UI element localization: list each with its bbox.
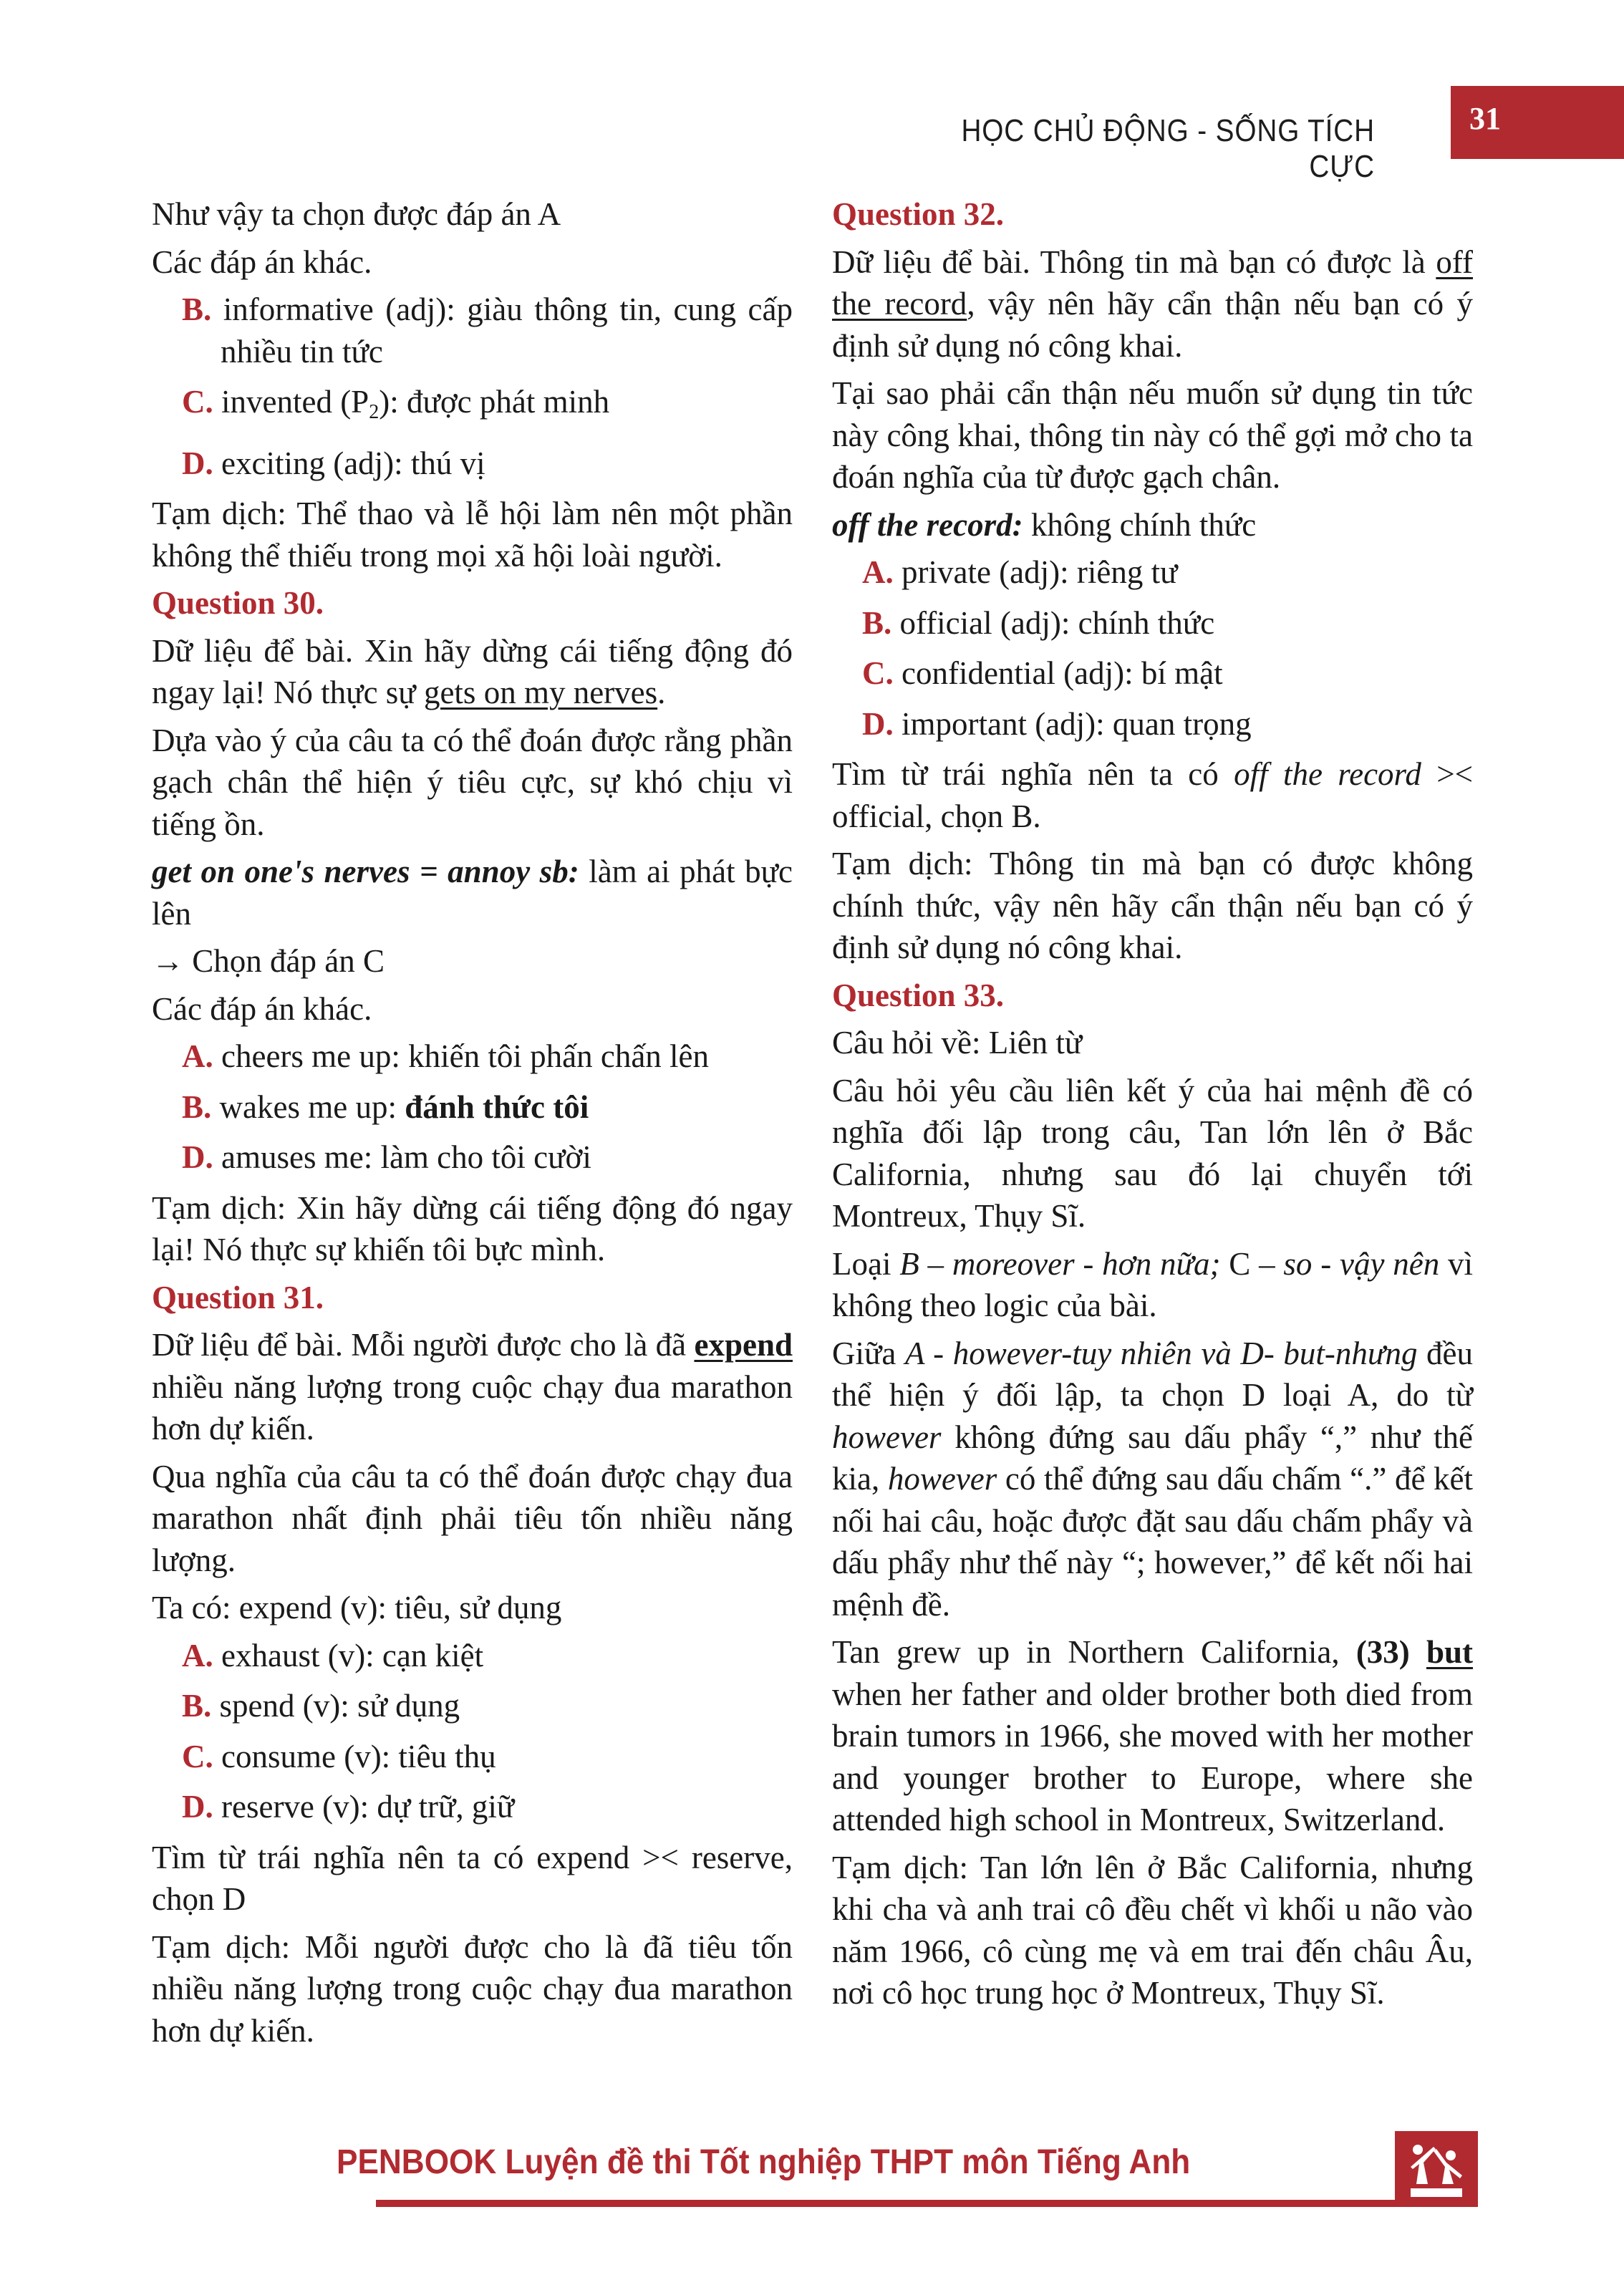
text-run: official (adj): chính thức [899, 604, 1215, 641]
paragraph [152, 720, 793, 846]
text-run: however [832, 1419, 942, 1455]
text-run: Dữ liệu để bài. Thông tin mà bạn có được là [832, 243, 1436, 280]
text-run: A - however-tuy nhiên và D- but-nhưng [904, 1335, 1418, 1371]
text-run: Tan grew up in Northern California, [832, 1634, 1356, 1670]
answer-option [182, 1786, 793, 1828]
text-run: invented (P [221, 384, 369, 420]
answer-option [862, 703, 1473, 745]
text-run: cheers me up: khiến tôi phấn chấn lên [221, 1038, 710, 1074]
text-run: Tạm dịch: Thông tin mà bạn có được không chính thức, vậy nên hãy cẩn thận nếu bạn có ý định sử dụng nó công khai. [832, 846, 1473, 965]
text-run: off the record: [832, 506, 1023, 543]
text-run: Giữa [832, 1335, 905, 1371]
option-letter: C. [862, 655, 894, 691]
answer-option [182, 1736, 793, 1778]
footer-divider [376, 2200, 1414, 2207]
text-run: get on one's nerves = annoy sb: [152, 854, 579, 889]
text-run: consume (v): tiêu thụ [221, 1738, 496, 1774]
text-run: có thể đứng sau dấu chấm “.” để kết nối hai câu, hoặc được đặt sau dấu chấm phẩy và dấu phẩy như thế này “; however,” để kết nối hai mệnh đề. [832, 1461, 1474, 1623]
paragraph [832, 843, 1473, 969]
option-letter: A. [182, 1637, 213, 1673]
text-run: exhaust (v): cạn kiệt [221, 1637, 484, 1673]
paragraph [152, 241, 793, 284]
paragraph [152, 193, 793, 236]
text-run: Tạm dịch: Thể thao và lễ hội làm nên một phần không thể thiếu trong mọi xã hội loài người. [152, 496, 793, 574]
text-run: làm ai phát bực lên [152, 854, 793, 932]
option-letter: D. [182, 1789, 213, 1825]
paragraph [152, 1837, 793, 1921]
answer-option [182, 1685, 793, 1727]
paragraph [832, 1333, 1473, 1626]
question-heading: Question 31. [152, 1279, 324, 1315]
option-letter: B. [182, 1688, 212, 1724]
left-column [152, 193, 793, 2057]
paragraph [152, 940, 793, 982]
text-run: , vậy nên hãy cẩn thận nếu bạn có ý định sử dụng nó công khai. [832, 286, 1473, 364]
text-run: Tìm từ trái nghĩa nên ta có [832, 756, 1234, 792]
paragraph [152, 1926, 793, 2052]
answer-option [182, 1086, 793, 1129]
question-heading: Question 33. [832, 977, 1005, 1013]
underlined-term: 2 [369, 401, 380, 423]
answer-option [862, 602, 1473, 644]
answer-option [182, 1136, 793, 1179]
text-run: reserve (v): dự trữ, giữ [221, 1789, 515, 1825]
text-run: ): được phát minh [379, 384, 610, 420]
text-run: >< official, chọn B. [832, 756, 1473, 834]
answer-option [862, 652, 1473, 695]
paragraph [832, 753, 1473, 837]
text-run: confidential (adj): bí mật [902, 655, 1223, 691]
paragraph [832, 1847, 1473, 2014]
option-letter: B. [862, 604, 892, 641]
text-run: Tạm dịch: Mỗi người được cho là đã tiêu tốn nhiều năng lượng trong cuộc chạy đua marathon hơn dự kiến. [152, 1928, 793, 2049]
text-run: when her father and older brother both died from brain tumors in 1966, she moved with her mother and younger brother to Europe, where she attended high school in Montreux, Switzerland. [832, 1676, 1473, 1837]
text-run: private (adj): riêng tư [902, 554, 1178, 590]
paragraph [152, 493, 793, 576]
paragraph [832, 372, 1473, 498]
paragraph [152, 630, 793, 714]
text-run: Qua nghĩa của câu ta có thể đoán được chạy đua marathon nhất định phải tiêu tốn nhiều năng lượng. [152, 1458, 793, 1578]
option-letter: A. [182, 1038, 213, 1074]
two-people-logo-icon [1395, 2131, 1478, 2207]
text-run: không chính thức [1023, 506, 1257, 543]
text-run: amuses me: làm cho tôi cười [221, 1139, 591, 1175]
answer-option [862, 551, 1473, 594]
text-run: Tạm dịch: Xin hãy dừng cái tiếng động đó ngay lại! Nó thực sự khiến tôi bực mình. [152, 1189, 793, 1267]
text-run: important (adj): quan trọng [902, 705, 1252, 742]
text-run: → Chọn đáp án C [152, 943, 385, 979]
answer-option [182, 381, 793, 434]
text-run: đều thể hiện ý đối lập, ta chọn D loại A, do từ [832, 1335, 1473, 1413]
page-number-badge [1451, 86, 1624, 159]
paragraph [152, 1456, 793, 1582]
text-run: vì không theo logic của bài. [832, 1245, 1473, 1323]
text-run: Dữ liệu để bài. Xin hãy dừng cái tiếng động đó ngay lại! Nó thực sự [152, 632, 793, 710]
right-column [832, 193, 1473, 2020]
paragraph [152, 1187, 793, 1271]
answer-option [182, 443, 793, 485]
option-letter: C. [182, 384, 213, 420]
text-run: (33) [1355, 1634, 1426, 1670]
text-run: Câu hỏi về: Liên từ [832, 1025, 1083, 1061]
text-run: Tìm từ trái nghĩa nên ta có expend >< reserve, chọn D [152, 1839, 793, 1917]
text-run: spend (v): sử dụng [219, 1688, 460, 1724]
paragraph [152, 851, 793, 934]
text-run: đánh thức tôi [405, 1088, 589, 1125]
footer-title: PENBOOK Luyện đề thi Tốt nghiệp THPT môn Tiếng Anh [337, 2143, 1191, 2181]
text-run: . [657, 675, 666, 710]
answer-option [182, 1635, 793, 1677]
paragraph [832, 1022, 1473, 1064]
text-run: Các đáp án khác. [152, 243, 372, 280]
underlined-term: off the record [832, 243, 1473, 322]
answer-option [182, 1035, 793, 1078]
question-heading: Question 32. [832, 196, 1005, 232]
text-run: exciting (adj): thú vị [221, 445, 485, 481]
option-letter: B. [182, 1088, 212, 1125]
text-run: Tạm dịch: Tan lớn lên ở Bắc California, nhưng khi cha và anh trai cô đều chết vì khối u não vào năm 1966, cô cùng mẹ và em trai đến châu Âu, nơi cô học trung học ở Montreux, Thụy Sĩ. [832, 1849, 1473, 2011]
text-run: wakes me up: [219, 1088, 405, 1125]
paragraph [152, 1587, 793, 1629]
paragraph [152, 1324, 793, 1450]
text-run: không đứng sau dấu phẩy “,” như thế kia, [832, 1419, 1473, 1497]
text-run: B – moreover - hơn nữa; [899, 1245, 1221, 1282]
answer-option [182, 289, 793, 372]
underlined-term: gets on my nerves [423, 675, 658, 710]
option-letter: B. [182, 291, 212, 327]
paragraph [832, 504, 1473, 546]
header-title: HỌC CHỦ ĐỘNG - SỐNG TÍCH CỰC [961, 113, 1375, 184]
paragraph [832, 1631, 1473, 1841]
option-letter: D. [862, 705, 894, 742]
text-run: Các đáp án khác. [152, 990, 372, 1027]
paragraph [832, 1243, 1473, 1327]
option-letter: A. [862, 554, 894, 590]
underlined-term: expend [694, 1327, 793, 1363]
text-run: informative (adj): giàu thông tin, cung cấp nhiều tin tức [221, 291, 793, 369]
text-run: Câu hỏi yêu cầu liên kết ý của hai mệnh đề có nghĩa đối lập trong câu, Tan lớn lên ở Bắc California, nhưng sau đó lại chuyển tới Montreux, Thụy Sĩ. [832, 1072, 1473, 1234]
text-run: so - vậy nên [1283, 1245, 1440, 1282]
text-run: Dựa vào ý của câu ta có thể đoán được rằng phần gạch chân thể hiện ý tiêu cực, sự khó chịu vì tiếng ồn. [152, 722, 793, 842]
text-run: Loại [832, 1245, 900, 1282]
text-run: Như vậy ta chọn được đáp án A [152, 196, 561, 232]
paragraph [832, 241, 1473, 367]
paragraph [832, 1070, 1473, 1237]
question-heading: Question 30. [152, 585, 324, 621]
option-letter: D. [182, 445, 213, 481]
text-run: C – [1220, 1245, 1284, 1282]
page-number: 31 [1469, 101, 1501, 136]
text-run: nhiều năng lượng trong cuộc chạy đua marathon hơn dự kiến. [152, 1368, 793, 1446]
text-run: however [887, 1461, 997, 1497]
text-run: Tại sao phải cẩn thận nếu muốn sử dụng tin tức này công khai, thông tin này có thể gợi mở cho ta đoán nghĩa của từ được gạch chân. [832, 375, 1473, 495]
option-letter: C. [182, 1738, 213, 1774]
text-run: off the record [1234, 756, 1421, 792]
text-run: Ta có: expend (v): tiêu, sử dụng [152, 1590, 562, 1626]
text-run: Dữ liệu để bài. Mỗi người được cho là đã [152, 1327, 695, 1363]
option-letter: D. [182, 1139, 213, 1175]
underlined-term: but [1426, 1634, 1473, 1670]
paragraph [152, 988, 793, 1030]
